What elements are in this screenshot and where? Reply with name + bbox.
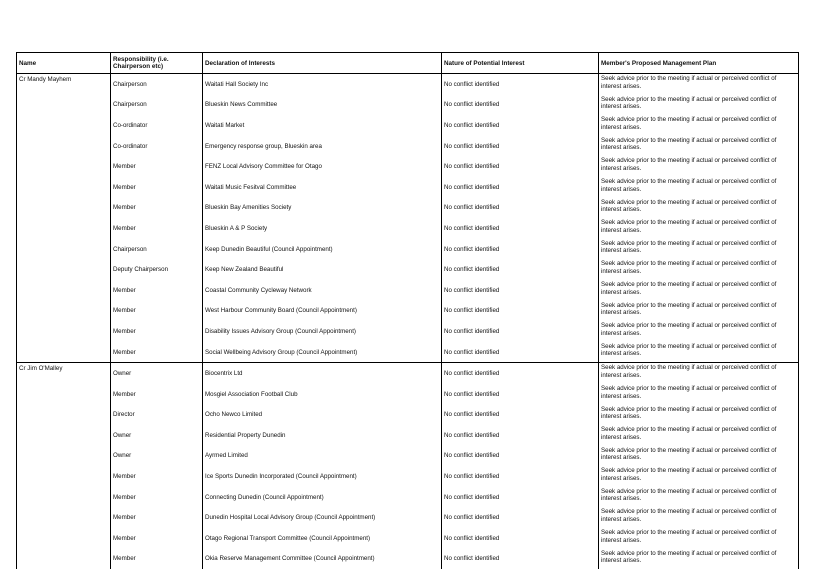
member-name-cell [17, 466, 111, 487]
declaration-cell: Emergency response group, Blueskin area [203, 136, 442, 157]
table-row [17, 301, 799, 322]
plan-cell: Seek advice prior to the meeting if actual or perceived conflict of interest arises. [599, 446, 799, 467]
declaration-cell: Ayrmed Limited [203, 446, 442, 467]
table-row [17, 487, 799, 508]
responsibility-cell: Member [111, 301, 203, 322]
header-name: Name [17, 53, 111, 74]
declaration-of-interests-sheet [16, 52, 798, 569]
declaration-cell: Keep New Zealand Beautiful [203, 259, 442, 280]
table-row [17, 405, 799, 426]
declaration-cell: Okia Reserve Management Committee (Council Appointment) [203, 549, 442, 570]
table-row [17, 156, 799, 177]
table-row [17, 507, 799, 528]
plan-cell: Seek advice prior to the meeting if actual or perceived conflict of interest arises. [599, 136, 799, 157]
plan-cell: Seek advice prior to the meeting if actual or perceived conflict of interest arises. [599, 363, 799, 384]
responsibility-cell: Member [111, 280, 203, 301]
table-row [17, 115, 799, 136]
plan-cell: Seek advice prior to the meeting if actual or perceived conflict of interest arises. [599, 487, 799, 508]
table-row [17, 466, 799, 487]
header-responsibility: Responsibility (i.e. Chairperson etc) [111, 53, 203, 74]
responsibility-cell: Member [111, 321, 203, 342]
plan-cell: Seek advice prior to the meeting if actual or perceived conflict of interest arises. [599, 528, 799, 549]
member-name-cell [17, 136, 111, 157]
declaration-cell: Coastal Community Cycleway Network [203, 280, 442, 301]
member-name-cell [17, 321, 111, 342]
member-name-cell [17, 487, 111, 508]
plan-cell: Seek advice prior to the meeting if actual or perceived conflict of interest arises. [599, 198, 799, 219]
responsibility-cell: Member [111, 177, 203, 198]
table-row [17, 136, 799, 157]
declaration-cell: Ocho Newco Limited [203, 405, 442, 426]
plan-cell: Seek advice prior to the meeting if actual or perceived conflict of interest arises. [599, 301, 799, 322]
plan-cell: Seek advice prior to the meeting if actual or perceived conflict of interest arises. [599, 384, 799, 405]
nature-cell: No conflict identified [442, 301, 599, 322]
plan-cell: Seek advice prior to the meeting if actual or perceived conflict of interest arises. [599, 405, 799, 426]
header-plan: Member's Proposed Management Plan [599, 53, 799, 74]
nature-cell: No conflict identified [442, 218, 599, 239]
table-row [17, 446, 799, 467]
declaration-cell: Blueskin News Committee [203, 95, 442, 116]
plan-cell: Seek advice prior to the meeting if actual or perceived conflict of interest arises. [599, 507, 799, 528]
table-row [17, 198, 799, 219]
table-row [17, 239, 799, 260]
declaration-cell: FENZ Local Advisory Committee for Otago [203, 156, 442, 177]
table-row [17, 95, 799, 116]
plan-cell: Seek advice prior to the meeting if actual or perceived conflict of interest arises. [599, 239, 799, 260]
responsibility-cell: Owner [111, 425, 203, 446]
nature-cell: No conflict identified [442, 74, 599, 95]
responsibility-cell: Member [111, 218, 203, 239]
member-name-cell [17, 95, 111, 116]
responsibility-cell: Member [111, 156, 203, 177]
nature-cell: No conflict identified [442, 115, 599, 136]
nature-cell: No conflict identified [442, 342, 599, 363]
responsibility-cell: Owner [111, 446, 203, 467]
member-name-cell [17, 301, 111, 322]
plan-cell: Seek advice prior to the meeting if actual or perceived conflict of interest arises. [599, 156, 799, 177]
nature-cell: No conflict identified [442, 239, 599, 260]
header-declaration: Declaration of Interests [203, 53, 442, 74]
table-row [17, 280, 799, 301]
declaration-cell: Social Wellbeing Advisory Group (Council Appointment) [203, 342, 442, 363]
plan-cell: Seek advice prior to the meeting if actual or perceived conflict of interest arises. [599, 321, 799, 342]
plan-cell: Seek advice prior to the meeting if actual or perceived conflict of interest arises. [599, 177, 799, 198]
responsibility-cell: Member [111, 528, 203, 549]
plan-cell: Seek advice prior to the meeting if actual or perceived conflict of interest arises. [599, 218, 799, 239]
declaration-cell: Mosgiel Association Football Club [203, 384, 442, 405]
nature-cell: No conflict identified [442, 466, 599, 487]
header-row [17, 53, 799, 74]
nature-cell: No conflict identified [442, 198, 599, 219]
responsibility-cell: Member [111, 549, 203, 570]
responsibility-cell: Member [111, 507, 203, 528]
nature-cell: No conflict identified [442, 487, 599, 508]
member-name-cell [17, 198, 111, 219]
table-row [17, 177, 799, 198]
declaration-cell: Ice Sports Dunedin Incorporated (Council Appointment) [203, 466, 442, 487]
member-name-cell [17, 446, 111, 467]
nature-cell: No conflict identified [442, 280, 599, 301]
member-name-cell [17, 115, 111, 136]
table-row [17, 528, 799, 549]
member-name-cell [17, 405, 111, 426]
nature-cell: No conflict identified [442, 384, 599, 405]
declaration-cell: Blueskin Bay Amenities Society [203, 198, 442, 219]
member-name-cell [17, 280, 111, 301]
plan-cell: Seek advice prior to the meeting if actual or perceived conflict of interest arises. [599, 549, 799, 570]
table-row [17, 259, 799, 280]
member-name-cell [17, 528, 111, 549]
nature-cell: No conflict identified [442, 177, 599, 198]
responsibility-cell: Owner [111, 363, 203, 384]
plan-cell: Seek advice prior to the meeting if actual or perceived conflict of interest arises. [599, 259, 799, 280]
responsibility-cell: Member [111, 487, 203, 508]
nature-cell: No conflict identified [442, 259, 599, 280]
declaration-cell: Waitati Hall Society Inc [203, 74, 442, 95]
member-name-cell: Cr Jim O'Malley [17, 363, 111, 384]
nature-cell: No conflict identified [442, 425, 599, 446]
declaration-cell: Blueskin A & P Society [203, 218, 442, 239]
plan-cell: Seek advice prior to the meeting if actual or perceived conflict of interest arises. [599, 342, 799, 363]
table-row [17, 384, 799, 405]
nature-cell: No conflict identified [442, 363, 599, 384]
nature-cell: No conflict identified [442, 549, 599, 570]
responsibility-cell: Chairperson [111, 74, 203, 95]
member-name-cell [17, 342, 111, 363]
responsibility-cell: Member [111, 466, 203, 487]
plan-cell: Seek advice prior to the meeting if actual or perceived conflict of interest arises. [599, 115, 799, 136]
nature-cell: No conflict identified [442, 156, 599, 177]
member-name-cell [17, 549, 111, 570]
table-row [17, 218, 799, 239]
table-row [17, 74, 799, 95]
member-name-cell [17, 259, 111, 280]
member-name-cell: Cr Mandy Mayhem [17, 74, 111, 95]
plan-cell: Seek advice prior to the meeting if actual or perceived conflict of interest arises. [599, 280, 799, 301]
member-name-cell [17, 384, 111, 405]
responsibility-cell: Director [111, 405, 203, 426]
responsibility-cell: Co-ordinator [111, 136, 203, 157]
member-name-cell [17, 177, 111, 198]
table-row [17, 321, 799, 342]
responsibility-cell: Member [111, 384, 203, 405]
member-name-cell [17, 507, 111, 528]
member-name-cell [17, 156, 111, 177]
declaration-cell: Keep Dunedin Beautiful (Council Appointment) [203, 239, 442, 260]
plan-cell: Seek advice prior to the meeting if actual or perceived conflict of interest arises. [599, 95, 799, 116]
table-row [17, 342, 799, 363]
header-nature: Nature of Potential Interest [442, 53, 599, 74]
declaration-cell: Connecting Dunedin (Council Appointment) [203, 487, 442, 508]
member-name-cell [17, 218, 111, 239]
nature-cell: No conflict identified [442, 528, 599, 549]
responsibility-cell: Member [111, 342, 203, 363]
responsibility-cell: Chairperson [111, 239, 203, 260]
declaration-cell: Residential Property Dunedin [203, 425, 442, 446]
declaration-cell: Waitati Music Fesitval Committee [203, 177, 442, 198]
plan-cell: Seek advice prior to the meeting if actual or perceived conflict of interest arises. [599, 466, 799, 487]
interests-table [16, 52, 799, 569]
table-row [17, 549, 799, 570]
responsibility-cell: Member [111, 198, 203, 219]
declaration-cell: Otago Regional Transport Committee (Council Appointment) [203, 528, 442, 549]
member-name-cell [17, 239, 111, 260]
table-body [17, 74, 799, 570]
nature-cell: No conflict identified [442, 136, 599, 157]
nature-cell: No conflict identified [442, 405, 599, 426]
nature-cell: No conflict identified [442, 507, 599, 528]
nature-cell: No conflict identified [442, 321, 599, 342]
responsibility-cell: Deputy Chairperson [111, 259, 203, 280]
declaration-cell: Dunedin Hospital Local Advisory Group (Council Appointment) [203, 507, 442, 528]
responsibility-cell: Co-ordinator [111, 115, 203, 136]
declaration-cell: Biocentrix Ltd [203, 363, 442, 384]
nature-cell: No conflict identified [442, 446, 599, 467]
plan-cell: Seek advice prior to the meeting if actual or perceived conflict of interest arises. [599, 425, 799, 446]
member-name-cell [17, 425, 111, 446]
responsibility-cell: Chairperson [111, 95, 203, 116]
table-row [17, 425, 799, 446]
table-row [17, 363, 799, 384]
plan-cell: Seek advice prior to the meeting if actual or perceived conflict of interest arises. [599, 74, 799, 95]
declaration-cell: Disability Issues Advisory Group (Council Appointment) [203, 321, 442, 342]
declaration-cell: West Harbour Community Board (Council Appointment) [203, 301, 442, 322]
nature-cell: No conflict identified [442, 95, 599, 116]
declaration-cell: Waitati Market [203, 115, 442, 136]
